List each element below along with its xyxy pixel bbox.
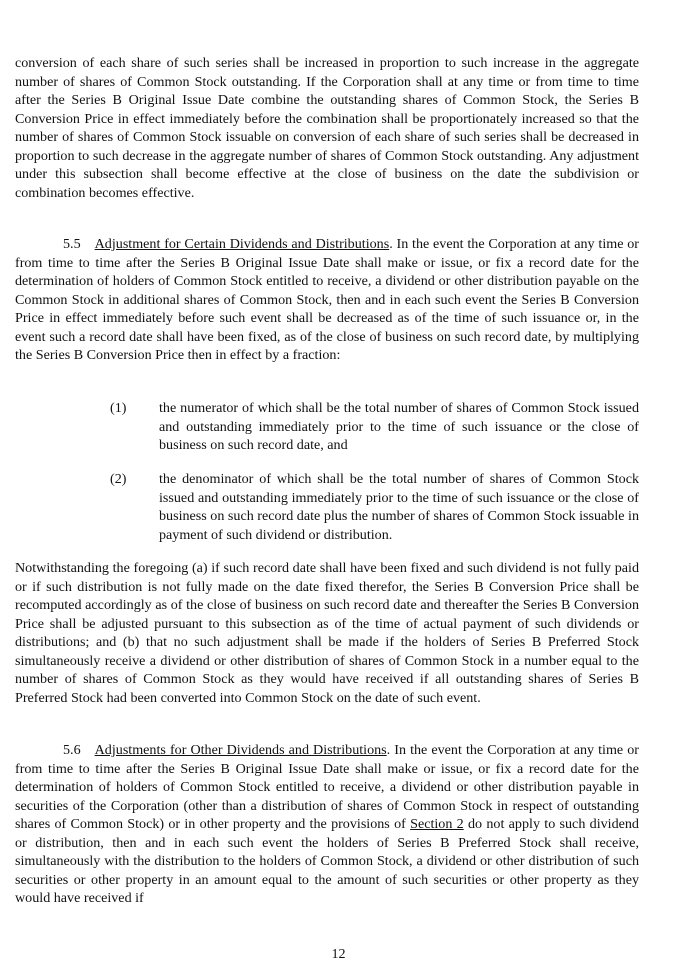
page-number: 12 [331,946,346,962]
section-5-6-body-part2: do not apply to such dividend or distribution, then and in each such event the holders of Series B Preferred Stock shall receive, simultaneously with the distribution to the holders of Common Stock, a dividend or other distribution of such securities or other property in an amount equal to the amount of such securities or other property as they would have received if [15,816,639,906]
list-text: the denominator of which shall be the total number of shares of Common Stock issued and outstanding immediately prior to the time of such issuance or the close of business on such record date plus the number of shares of Common Stock issuable in payment of such dividend or distribution. [159,471,639,543]
list-text: the numerator of which shall be the total number of shares of Common Stock issued and outstanding immediately prior to the time of such issuance or the close of business on such record date, and [159,400,639,453]
section-5-6-paragraph [15,741,639,908]
section-5-6-number: 5.6 [63,742,81,758]
paragraph-continuation: conversion of each share of such series shall be increased in proportion to such increase in the aggregate number of shares of Common Stock outstanding. If the Corporation shall at any time or from time to time after the Series B Original Issue Date combine the outstanding shares of Common Stock, the Series B Conversion Price in effect immediately before the combination shall be proportionately increased so that the number of shares of Common Stock issuable on conversion of each share of such series shall be decreased in proportion to such decrease in the aggregate number of shares of Common Stock outstanding. Any adjustment under this subsection shall become effective at the close of business on the date the subdivision or combination becomes effective. [15,55,639,201]
section-5-6-heading: Adjustments for Other Dividends and Distributions [94,742,387,758]
section-2-reference: Section 2 [410,816,464,832]
list-marker: (1) [110,400,127,416]
section-5-5-paragraph [15,235,639,365]
notwithstanding-paragraph: Notwithstanding the foregoing (a) if such record date shall have been fixed and such dividend is not fully paid or if such distribution is not fully made on the date fixed therefor, the Series B Conversion Price shall be recomputed accordingly as of the close of business on such record date and thereafter the Series B Conversion Price shall be adjusted pursuant to this subsection as of the time of actual payment of such dividends or distributions; and (b) that no such adjustment shall be made if the holders of Series B Preferred Stock simultaneously receive a dividend or other distribution of shares of Common Stock in a number equal to the number of shares of Common Stock as they would have received if all outstanding shares of Series B Preferred Stock had been converted into Common Stock on the date of such event. [15,560,639,706]
section-5-5-body: . In the event the Corporation at any time or from time to time after the Series B Original Issue Date shall make or issue, or fix a record date for the determination of holders of Common Stock entitled to receive, a dividend or other distribution payable on the Common Stock in additional shares of Common Stock, then and in each such event the Series B Conversion Price in effect immediately before such event shall be decreased as of the time of such issuance or, in the event such a record date shall have been fixed, as of the close of business on such record date, by multiplying the Series B Conversion Price then in effect by a fraction: [15,236,639,363]
section-5-5-number: 5.5 [63,236,81,252]
section-5-5-heading: Adjustment for Certain Dividends and Distributions [94,236,390,252]
list-marker: (2) [110,471,127,487]
section-5-6-body-part1: . In the event the Corporation at any time or from time to time after the Series B Original Issue Date shall make or issue, or fix a record date for the determination of holders of Common Stock entitled to receive, a dividend or other distribution payable in securities of the Corporation (other than a distribution of shares of Common Stock in respect of outstanding shares of Common Stock) or in other property and the provisions of [15,742,639,832]
